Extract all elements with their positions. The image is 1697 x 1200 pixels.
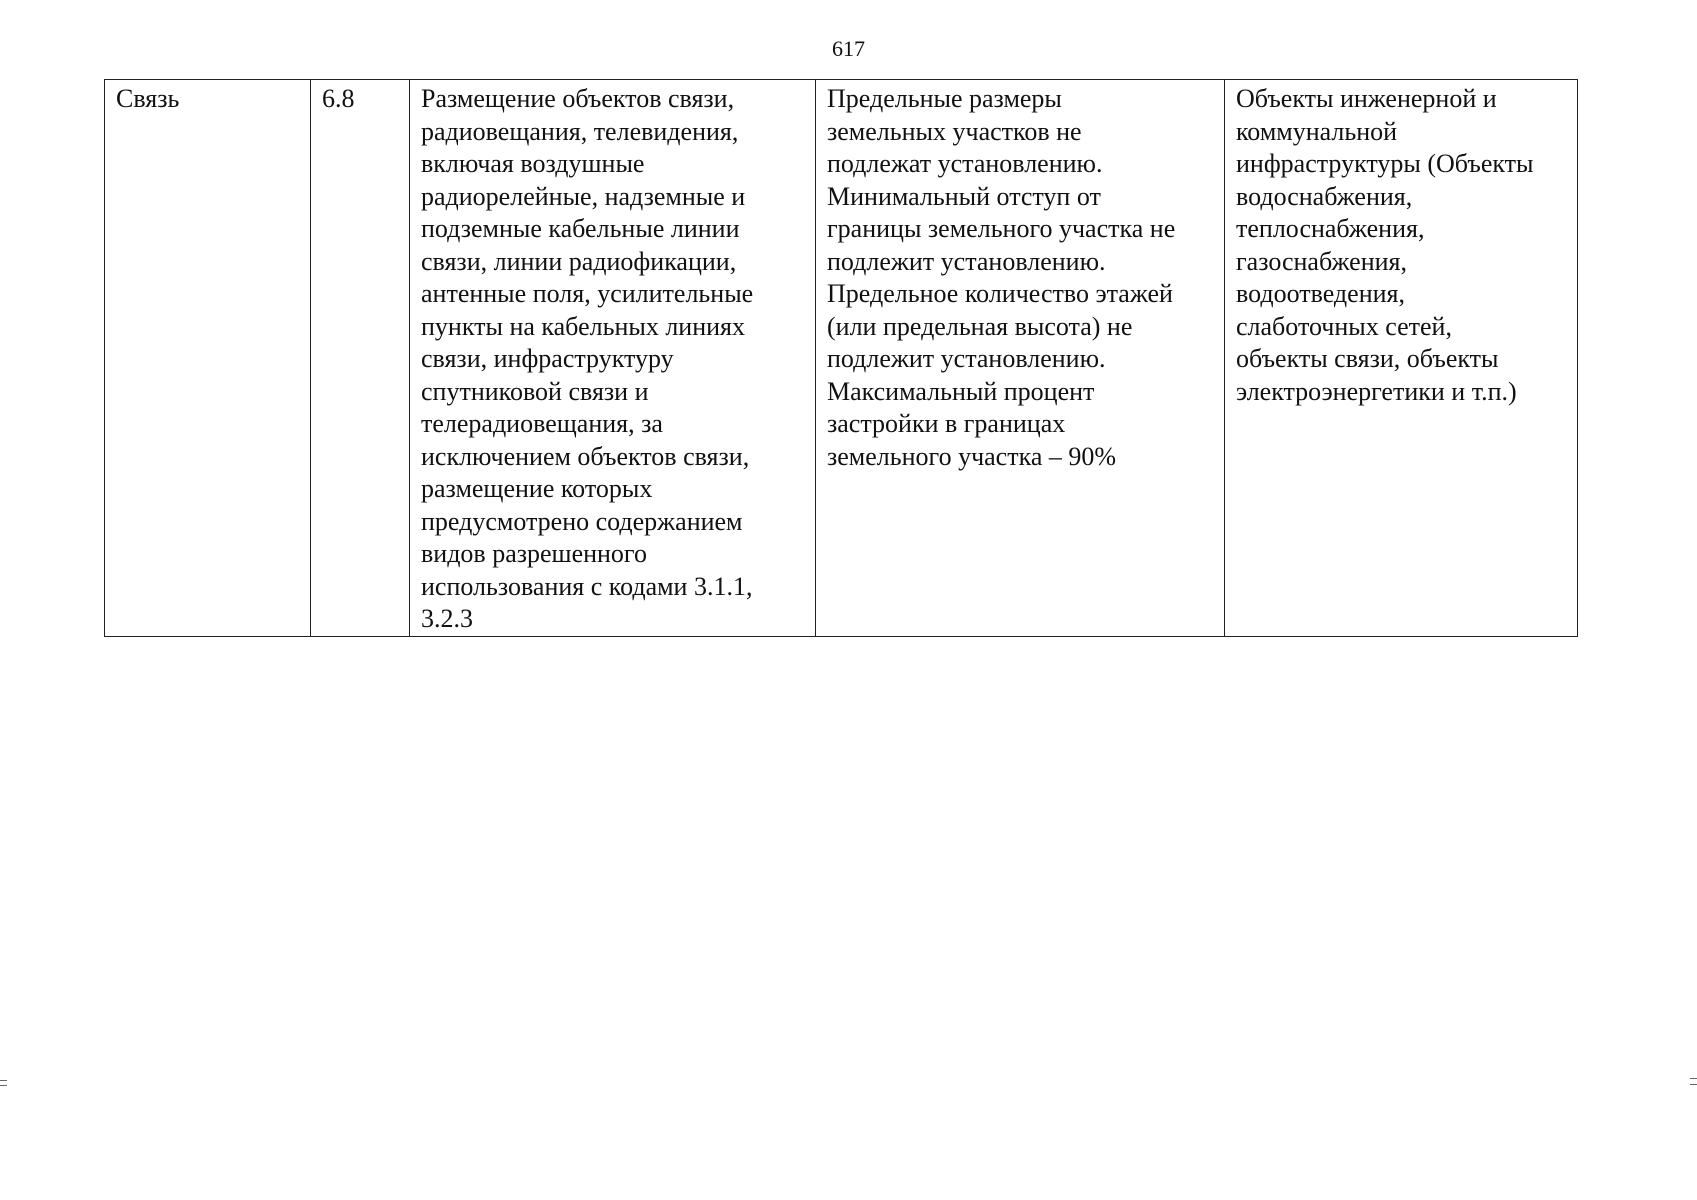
- land-use-table: [104, 79, 1578, 637]
- scan-mark-right: [1690, 1084, 1697, 1085]
- use-description-cell: Размещение объектов связи, радиовещания, телевидения, включая воздушные радиорелейные, надземные и подземные кабельные линии связи, линии радиофикации, антенные поля, усилительные пункты на кабельных линиях связи, инфраструктуру спутниковой связи и телерадиовещания, за исключением объектов связи, размещение которых предусмотрено содержанием видов разрешенного использования с кодами 3.1.1, 3.2.3: [410, 80, 816, 637]
- scan-mark-right: [1690, 1078, 1697, 1079]
- use-name-cell: Связь: [105, 80, 311, 637]
- use-parameters-cell: Предельные размеры земельных участков не подлежат установлению. Минимальный отступ от границы земельного участка не подлежит установлению. Предельное количество этажей (или предельная высота) не подлежит установлению. Максимальный процент застройки в границах земельного участка – 90%: [816, 80, 1225, 637]
- scan-mark-left: [0, 1085, 7, 1086]
- table-row: [105, 80, 1578, 637]
- page-number: 617: [832, 36, 865, 61]
- scan-mark-left: [0, 1080, 7, 1081]
- auxiliary-use-cell: Объекты инженерной и коммунальной инфраструктуры (Объекты водоснабжения, теплоснабжения, газоснабжения, водоотведения, слаботочных сетей, объекты связи, объекты электроэнергетики и т.п.): [1225, 80, 1578, 637]
- use-code-cell: 6.8: [311, 80, 410, 637]
